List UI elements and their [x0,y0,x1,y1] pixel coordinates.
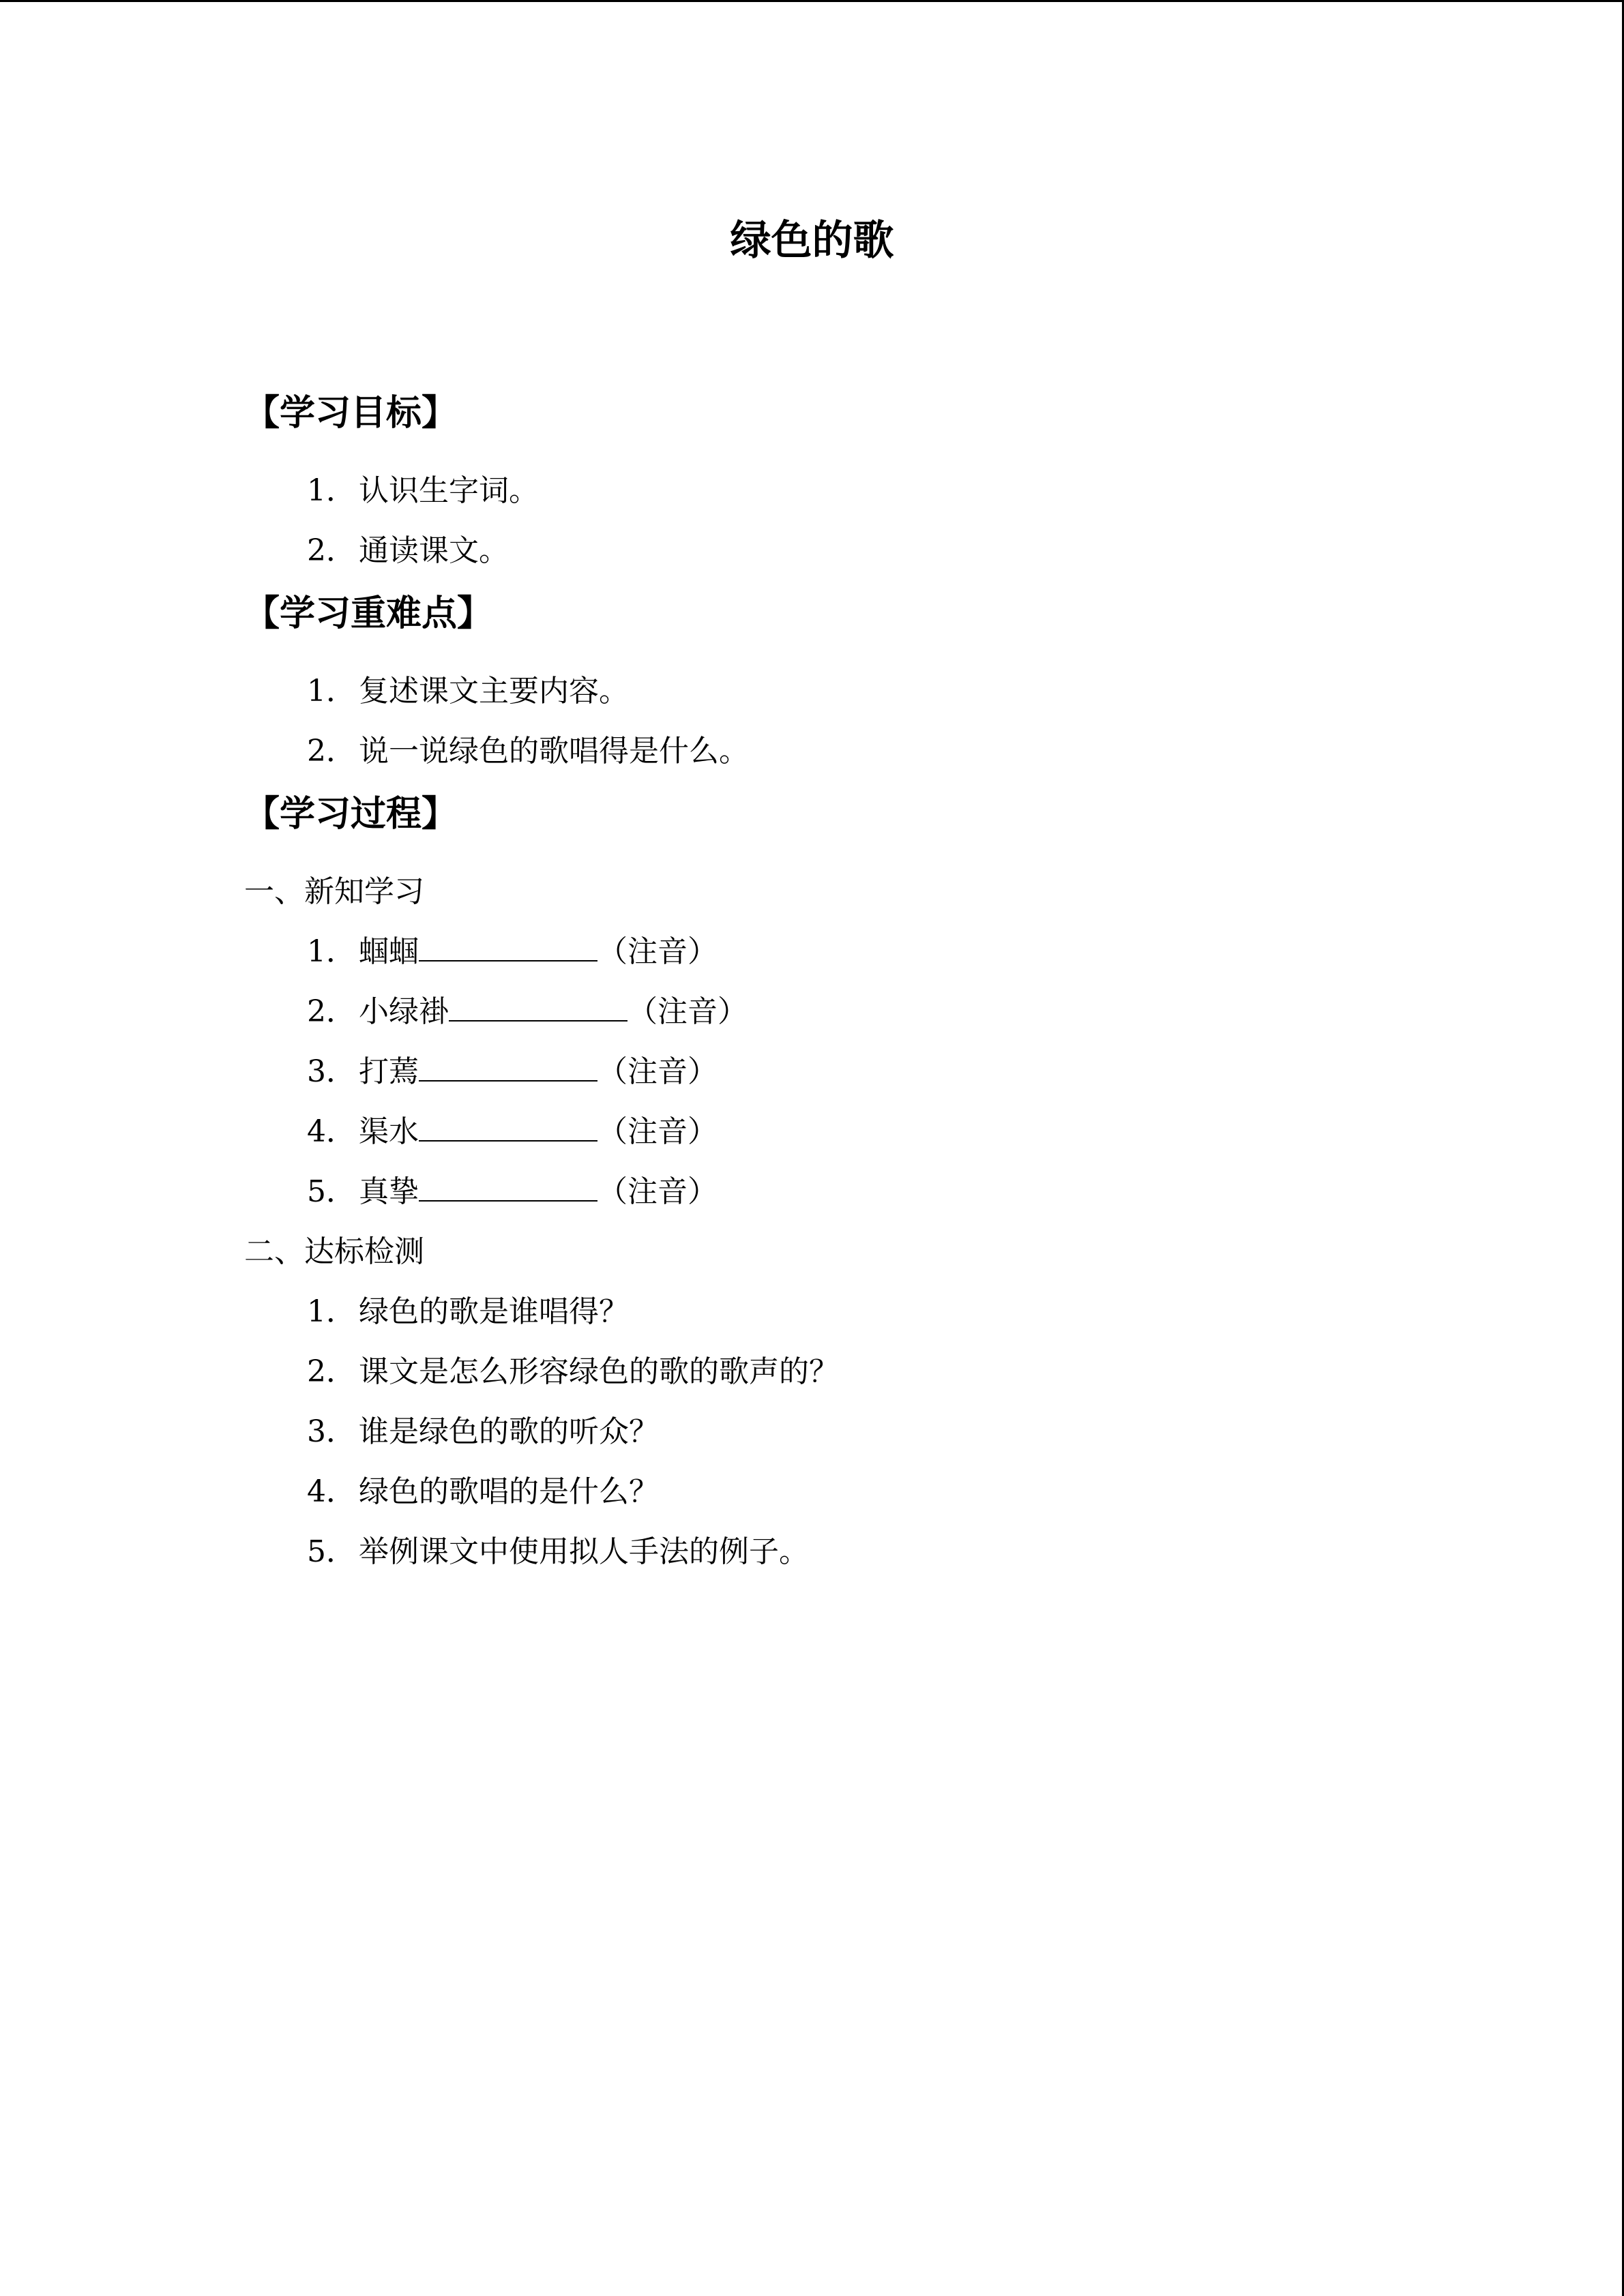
key-points-heading: 【学习重难点】 [244,593,493,634]
document-body [244,381,1540,1582]
objectives-heading: 【学习目标】 [244,393,458,434]
list-item [244,982,1540,1042]
item-number: 5． [307,1174,356,1209]
item-number: 3． [307,1414,356,1449]
item-text: 课文是怎么形容绿色的歌的歌声的？ [359,1354,839,1389]
vocab-word: 真挚 [359,1174,419,1209]
vocab-note: （注音） [597,1174,718,1209]
item-text: 复述课文主要内容。 [359,674,629,709]
vocab-note: （注音） [628,994,748,1029]
list-item [244,721,1540,781]
list-item [244,461,1540,521]
list-item [244,1162,1540,1222]
item-number: 1． [307,934,356,969]
item-number: 1． [307,473,356,508]
item-text: 举例课文中使用拟人手法的例子。 [359,1534,809,1569]
list-item [244,1282,1540,1342]
vocab-word: 小绿褂 [359,994,449,1029]
list-item [244,1042,1540,1102]
list-item [244,922,1540,982]
vocab-word: 蝈蝈 [359,934,419,969]
part1-label: 一、新知学习 [244,874,424,909]
item-number: 4． [307,1474,356,1509]
item-number: 4． [307,1114,356,1149]
list-item [244,1102,1540,1162]
answer-blank[interactable] [419,1105,597,1142]
part2-label: 二、达标检测 [244,1234,424,1269]
answer-blank[interactable] [419,1165,597,1202]
item-number: 2． [307,734,356,769]
vocab-word: 打蔫 [359,1054,419,1089]
item-text: 绿色的歌唱的是什么？ [359,1474,659,1509]
item-number: 5． [307,1534,356,1569]
key-points-list [244,661,1540,781]
objectives-list [244,461,1540,581]
item-text: 认识生字词。 [359,473,539,508]
list-item [244,1402,1540,1462]
list-item [244,1522,1540,1582]
document-title: 绿色的歌 [730,217,894,265]
vocab-list [244,922,1540,1222]
item-text: 绿色的歌是谁唱得？ [359,1294,629,1329]
item-text: 通读课文。 [359,533,509,568]
vocab-word: 渠水 [359,1114,419,1149]
answer-blank[interactable] [419,1045,597,1082]
assessment-list [244,1282,1540,1582]
process-heading: 【学习过程】 [244,794,458,835]
item-text: 说一说绿色的歌唱得是什么。 [359,734,749,769]
vocab-note: （注音） [597,1054,718,1089]
vocab-note: （注音） [597,934,718,969]
item-text: 谁是绿色的歌的听众？ [359,1414,659,1449]
list-item [244,521,1540,581]
list-item [244,1462,1540,1522]
item-number: 1． [307,1294,356,1329]
item-number: 3． [307,1054,356,1089]
item-number: 2． [307,533,356,568]
list-item [244,661,1540,721]
item-number: 2． [307,994,356,1029]
answer-blank[interactable] [419,925,597,961]
list-item [244,1342,1540,1402]
vocab-note: （注音） [597,1114,718,1149]
answer-blank[interactable] [449,985,628,1022]
item-number: 2． [307,1354,356,1389]
item-number: 1． [307,674,356,709]
